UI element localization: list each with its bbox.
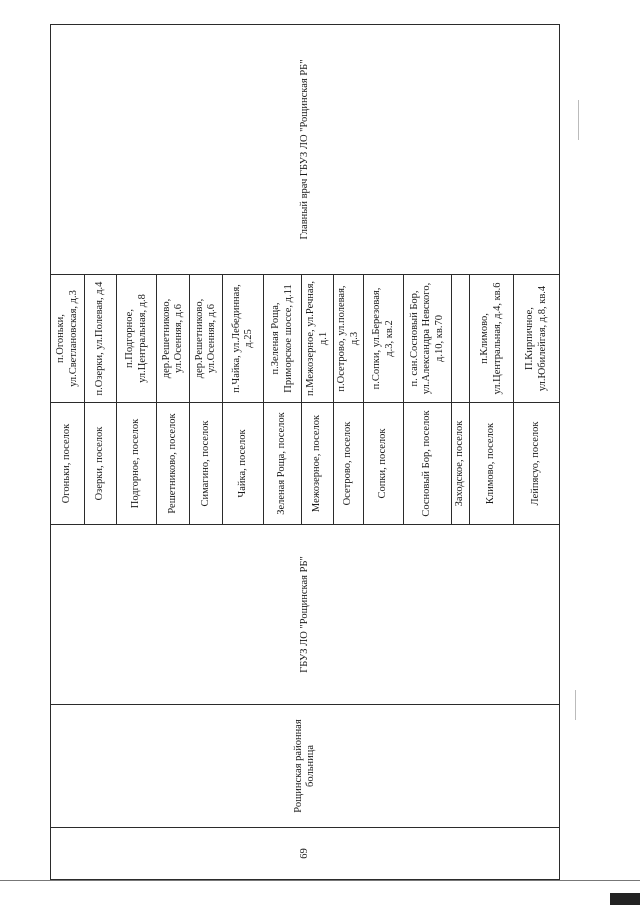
settlement-address: п.Огоньки, ул.Светлановская, д.3 [55, 290, 79, 387]
settlement-name: Решетниково, поселок [166, 413, 178, 514]
settlement-cell [190, 403, 223, 525]
address-cell [514, 275, 560, 403]
address-cell [264, 275, 302, 403]
settlement-cell [85, 403, 117, 525]
settlement-name: Сопки, поселок [377, 428, 389, 499]
settlement-name: Климово, поселок [485, 422, 497, 505]
settlement-name: Осетрово, поселок [342, 421, 354, 506]
settlement-address: п.Подгорное, ул.Центральная, д.8 [124, 294, 148, 383]
address-cell [223, 275, 264, 403]
settlement-name: Лейпясуо, поселок [530, 421, 542, 506]
settlement-cell [404, 403, 452, 525]
settlement-cell [364, 403, 404, 525]
scan-corner-shadow [610, 893, 640, 905]
responsible-person: Главный врач ГБУЗ ЛО "Рощинская РБ" [298, 59, 310, 240]
settlement-cell [514, 403, 560, 525]
row-number-cell [51, 828, 560, 880]
row-number: 69 [298, 848, 310, 859]
settlement-address: П.Кирпичное, ул.Юбилейгая, д.8, кв.4 [524, 285, 548, 392]
address-cell [302, 275, 334, 403]
facility-name: Рощинская районная больница [292, 719, 316, 813]
page-bottom-edge [0, 880, 640, 881]
settlement-address: п.Осетрово, ул.полевая, д.3 [336, 285, 360, 392]
settlement-name: Сосновый Бор, поселок [421, 410, 433, 517]
settlement-name: Заходское, поселок [454, 420, 466, 507]
responsible-cell [51, 25, 560, 275]
settlement-name: Подгорное, поселок [130, 418, 142, 509]
scan-speck [575, 690, 576, 720]
settlement-address: п. сан.Сосновый Бор, ул.Александра Невского, д.10, кв.70 [409, 282, 445, 395]
settlement-cell [223, 403, 264, 525]
settlement-cell [157, 403, 190, 525]
address-cell [157, 275, 190, 403]
settlement-cell [117, 403, 157, 525]
settlement-cell [452, 403, 470, 525]
settlement-address: п.Климово, ул.Центральная, д.4, кв.6 [479, 282, 503, 395]
settlement-address: п.Чайка, ул.Лебединная, д.25 [230, 284, 254, 393]
settlement-name: Огоньки, поселок [61, 423, 73, 504]
address-cell [190, 275, 223, 403]
settlement-address: дер.Решетниково, ул.Осенняя, д.6 [193, 298, 217, 379]
facility-cell [51, 705, 560, 828]
settlement-cell [264, 403, 302, 525]
table-body [51, 25, 560, 880]
settlement-cell [302, 403, 334, 525]
table-row [51, 25, 85, 880]
address-cell [334, 275, 364, 403]
settlement-cell [470, 403, 514, 525]
settlement-address: п.Озерки, ул.Полевая, д.4 [94, 281, 106, 396]
settlement-name: Межозерное, поселок [311, 414, 323, 513]
address-cell [470, 275, 514, 403]
settlement-address: п.Зеленая Роща, Приморское шоссе, д.11 [270, 284, 294, 393]
institution-name: ГБУЗ ЛО "Рощинская РБ" [298, 556, 310, 673]
settlement-address: п.Сопки, ул.Березовая, д.3, кв.2 [371, 287, 395, 390]
settlement-name: Чайка, поселок [236, 429, 248, 498]
address-cell [51, 275, 85, 403]
settlement-name: Озерки, поселок [94, 426, 106, 501]
settlement-address: п.Межозерное, ул.Речная, д.1 [305, 280, 329, 397]
address-cell [85, 275, 117, 403]
address-cell [452, 275, 470, 403]
address-cell [364, 275, 404, 403]
address-cell [117, 275, 157, 403]
settlement-address: дер.Решетниково, ул.Осенняя, д.6 [160, 298, 184, 379]
settlement-cell [51, 403, 85, 525]
scan-speck [578, 100, 579, 140]
settlement-name: Зеленая Роща, поселок [276, 412, 288, 515]
facility-table [50, 24, 560, 880]
settlement-name: Симагино, поселок [199, 420, 211, 507]
settlement-cell [334, 403, 364, 525]
address-cell [404, 275, 452, 403]
institution-cell [51, 525, 560, 705]
